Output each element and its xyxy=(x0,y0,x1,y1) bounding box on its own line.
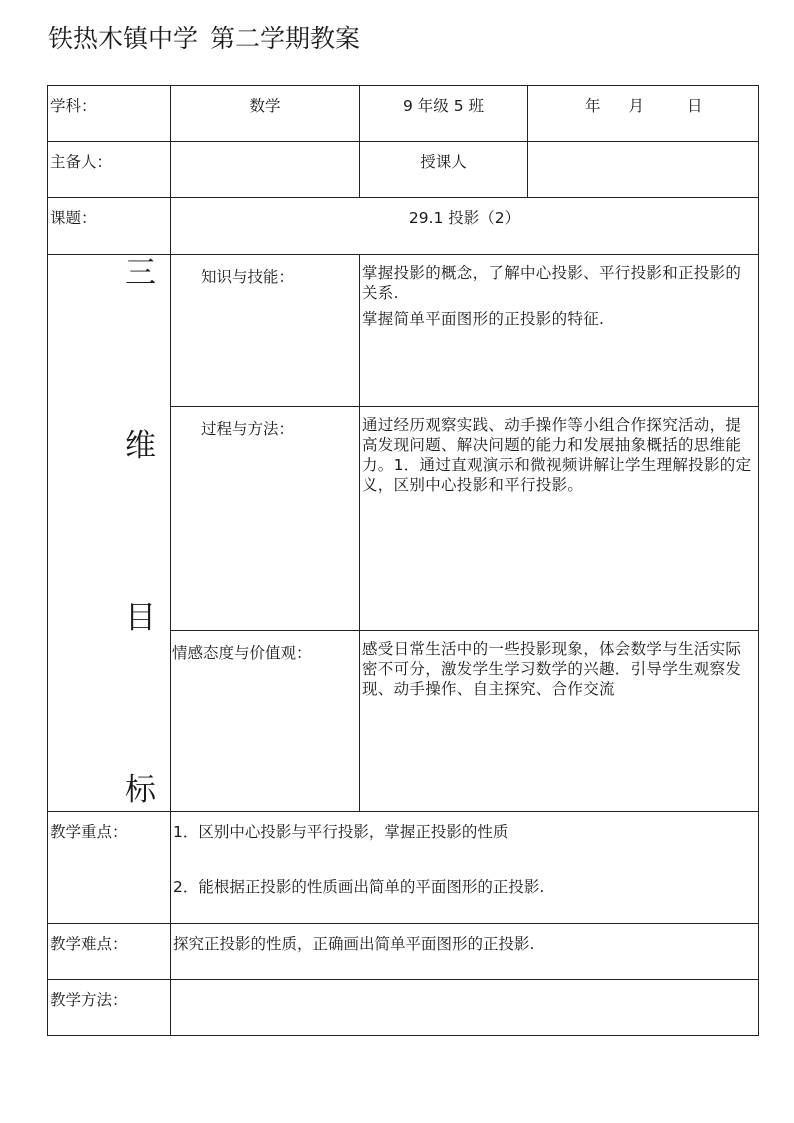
side-char-4: 标 xyxy=(125,772,156,808)
process-text: 通过经历观察实践、动手操作等小组合作探究活动，提高发现问题、解决问题的能力和发展抽象概括的思维能力。1．通过直观演示和微视频讲解让学生理解投影的定义，区别中心投影和平行投影。 xyxy=(360,407,759,631)
subject-label: 学科： xyxy=(48,86,171,142)
knowledge-line-2: 掌握简单平面图形的正投影的特征. xyxy=(362,310,605,328)
objectives-side-label xyxy=(48,255,171,812)
preparer-label: 主备人： xyxy=(48,142,171,198)
side-char-2: 维 xyxy=(125,428,156,464)
topic-row xyxy=(48,198,759,255)
difficulties-text: 探究正投影的性质，正确画出简单平面图形的正投影. xyxy=(171,924,759,980)
emotion-text: 感受日常生活中的一些投影现象，体会数学与生活实际密不可分，激发学生学习数学的兴趣．引导学生观察发现、动手操作、自主探究、合作交流 xyxy=(360,631,759,812)
key-points-label: 教学重点： xyxy=(48,812,171,924)
teacher-label: 授课人 xyxy=(360,142,528,198)
topic-value: 29.1 投影（2） xyxy=(171,198,759,255)
lesson-plan-table xyxy=(47,85,759,1036)
page-title xyxy=(48,22,360,56)
preparer-row xyxy=(48,142,759,198)
topic-label: 课题： xyxy=(48,198,171,255)
knowledge-text xyxy=(360,255,759,407)
side-char-3: 目 xyxy=(125,600,156,636)
subject-row xyxy=(48,86,759,142)
key-point-2: 2．能根据正投影的性质画出简单的平面图形的正投影. xyxy=(173,878,545,896)
date-day-label: 日 xyxy=(687,97,703,115)
date-cell xyxy=(528,86,759,142)
difficulties-label: 教学难点： xyxy=(48,924,171,980)
date-month-label: 月 xyxy=(628,97,645,115)
preparer-value xyxy=(171,142,360,198)
teacher-value xyxy=(528,142,759,198)
document-type: 第二学期教案 xyxy=(210,24,361,53)
subject-value: 数学 xyxy=(171,86,360,142)
method-row xyxy=(48,980,759,1036)
method-text xyxy=(171,980,759,1036)
method-label: 教学方法： xyxy=(48,980,171,1036)
knowledge-row xyxy=(48,255,759,407)
emotion-label: 情感态度与价值观： xyxy=(171,631,360,812)
school-name: 铁热木镇中学 xyxy=(48,24,199,53)
key-point-1: 1．区别中心投影与平行投影，掌握正投影的性质 xyxy=(173,823,509,841)
class-value: 9 年级 5 班 xyxy=(360,86,528,142)
difficulties-row xyxy=(48,924,759,980)
key-points-content xyxy=(171,812,759,924)
side-char-1: 三 xyxy=(125,255,156,291)
key-points-row xyxy=(48,812,759,924)
date-year-label: 年 xyxy=(585,97,601,115)
knowledge-label: 知识与技能： xyxy=(171,255,360,407)
knowledge-line-1: 掌握投影的概念，了解中心投影、平行投影和正投影的关系. xyxy=(362,264,742,302)
process-label: 过程与方法： xyxy=(171,407,360,631)
